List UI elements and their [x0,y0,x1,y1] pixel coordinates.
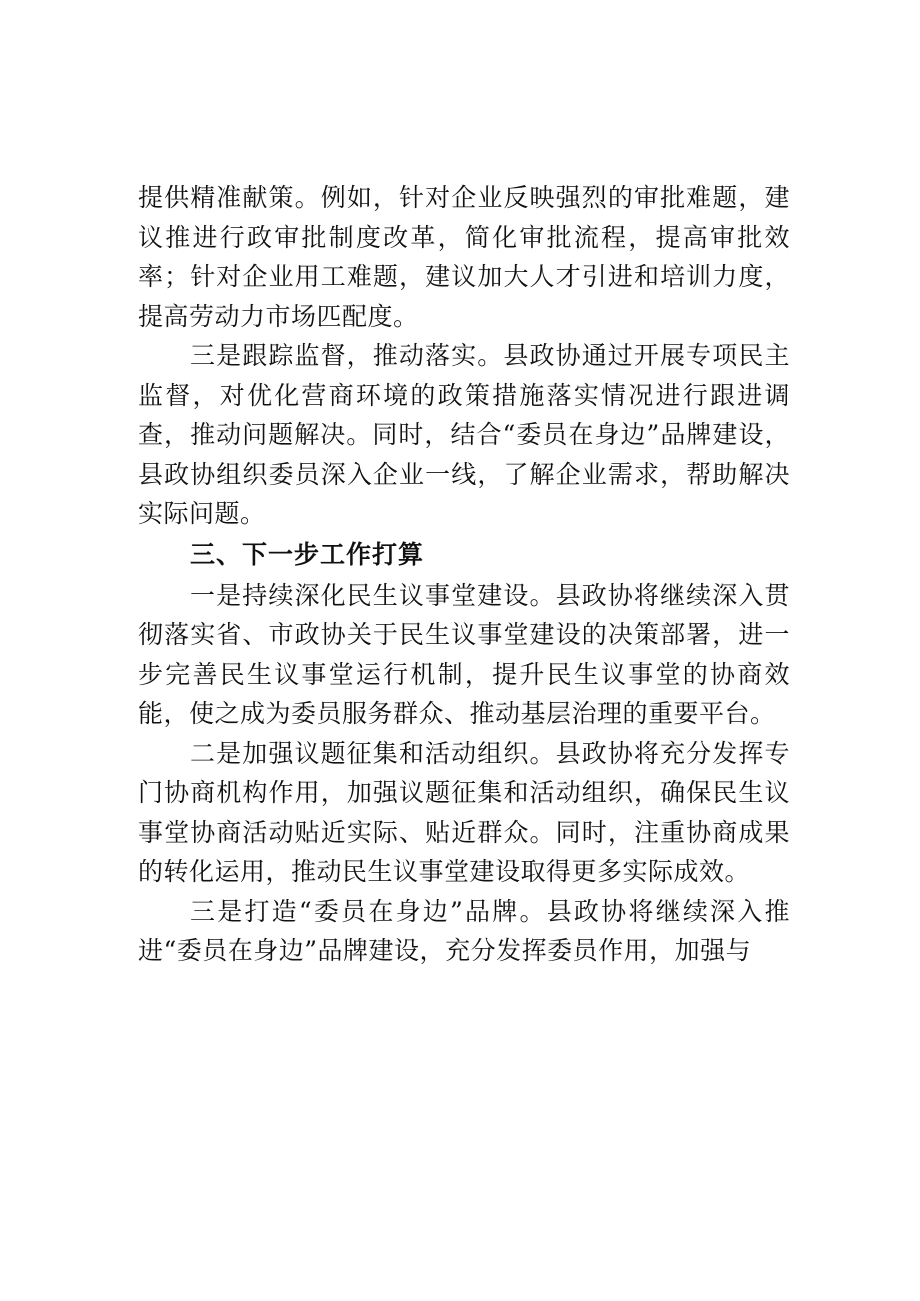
section-heading-next-steps: 三、下一步工作打算 [190,539,425,569]
document-page [138,178,790,971]
paragraph-deepen-council: 一是持续深化民生议事堂建设。县政协将继续深入贯彻落实省、市政协关于民生议事堂建设的决策部署，进一步完善民生议事堂运行机制，提升民生议事堂的协商效能，使之成为委员服务群众、推动基层治理的重要平台。 [138,580,790,728]
paragraph-topic-collection: 二是加强议题征集和活动组织。县政协将充分发挥专门协商机构作用，加强议题征集和活动组织，确保民生议事堂协商活动贴近实际、贴近群众。同时，注重协商成果的转化运用，推动民生议事堂建设取得更多实际成效。 [138,738,790,886]
paragraph-supervision: 三是跟踪监督，推动落实。县政协通过开展专项民主监督，对优化营商环境的政策措施落实情况进行跟进调查，推动问题解决。同时，结合“委员在身边”品牌建设，县政协组织委员深入企业一线，了解企业需求，帮助解决实际问题。 [138,341,790,528]
paragraph-brand-building: 三是打造“委员在身边”品牌。县政协将继续深入推进“委员在身边”品牌建设，充分发挥委员作用，加强与 [138,896,790,965]
paragraph-policy-suggestions: 提供精准献策。例如，针对企业反映强烈的审批难题，建议推进行政审批制度改革，简化审批流程，提高审批效率；针对企业用工难题，建议加大人才引进和培训力度，提高劳动力市场匹配度。 [138,183,790,331]
